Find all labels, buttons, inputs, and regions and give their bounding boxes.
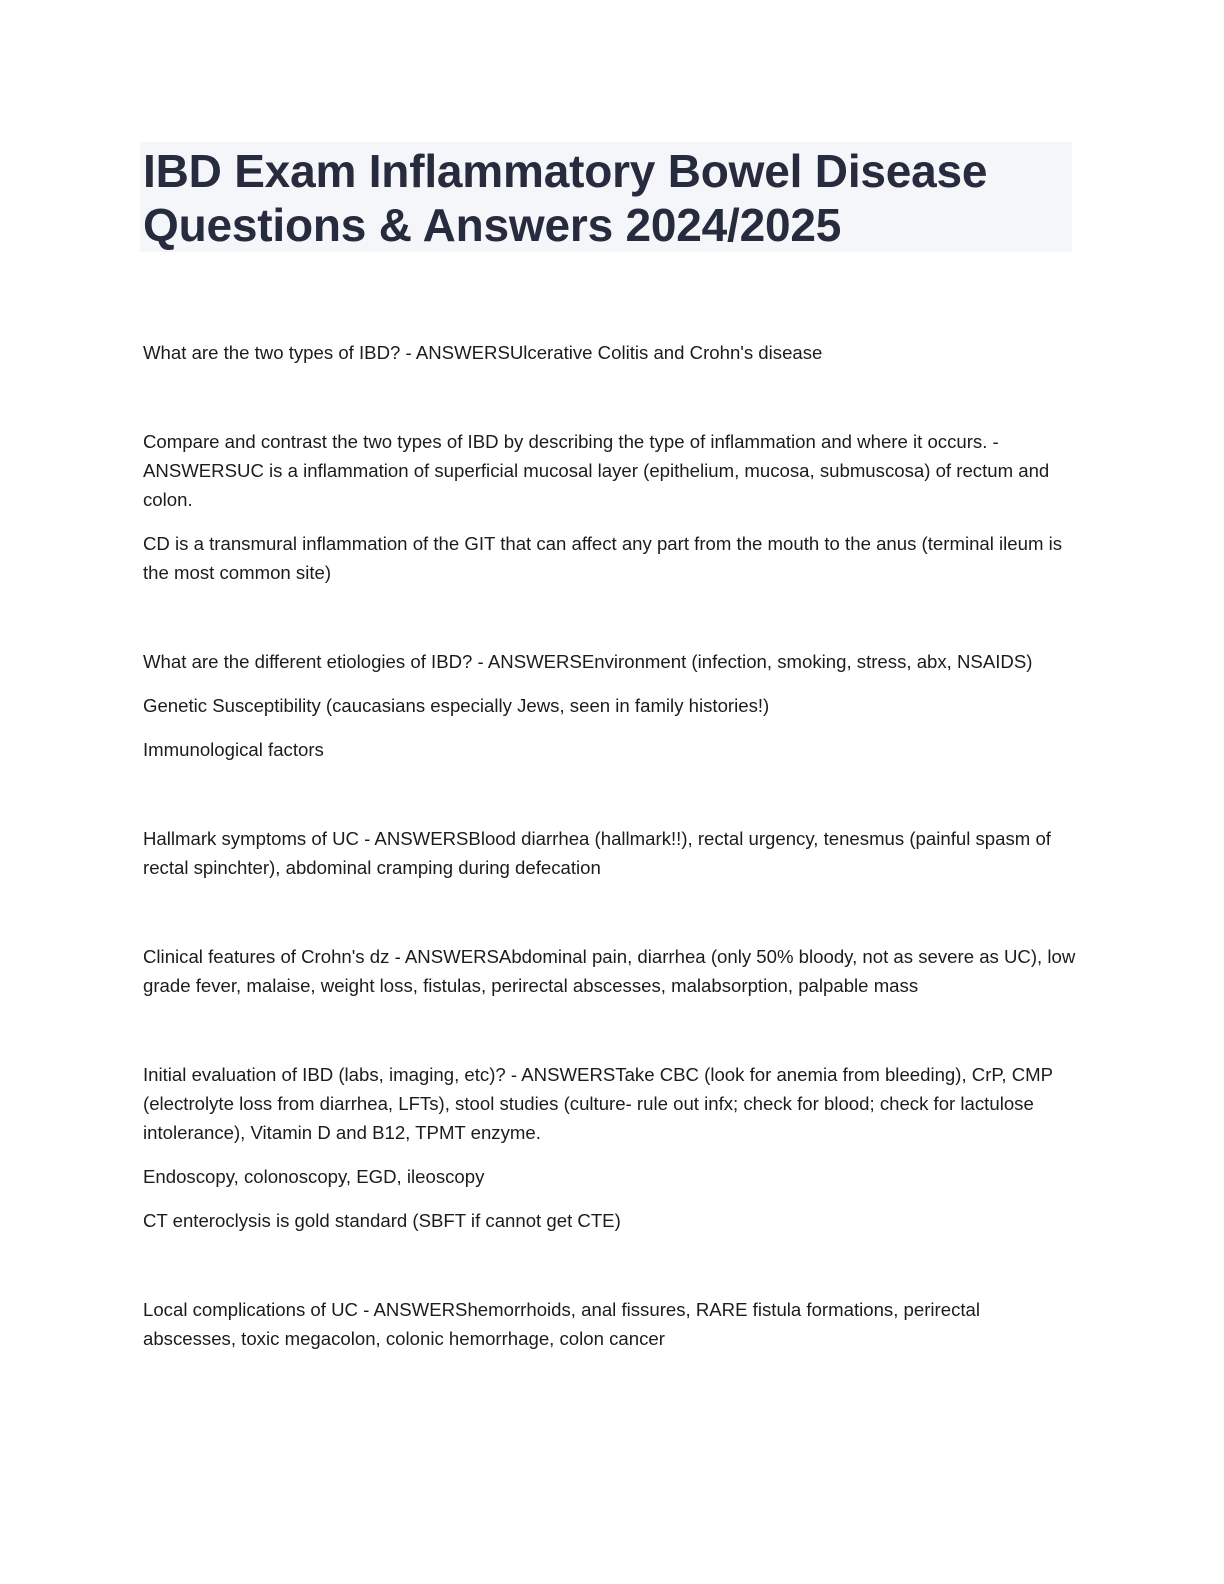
qa-paragraph: What are the two types of IBD? - ANSWERSUlcerative Colitis and Crohn's disease — [143, 342, 823, 363]
qa-paragraph: Immunological factors — [143, 739, 324, 760]
qa-paragraph: Hallmark symptoms of UC - ANSWERSBlood diarrhea (hallmark!!), rectal urgency, tenesmus (painful spasm of rectal spinchter), abdominal cramping during defecation — [143, 828, 1051, 878]
document-title — [143, 144, 1072, 252]
qa-paragraph: What are the different etiologies of IBD? - ANSWERSEnvironment (infection, smoking, stress, abx, NSAIDS) — [143, 651, 1033, 672]
qa-item — [143, 338, 1078, 367]
qa-item — [143, 427, 1078, 587]
qa-paragraph: Local complications of UC - ANSWERShemorrhoids, anal fissures, RARE fistula formations, perirectal abscesses, toxic megacolon, colonic hemorrhage, colon cancer — [143, 1299, 981, 1349]
qa-item — [143, 1295, 1078, 1353]
qa-paragraph: Genetic Susceptibility (caucasians especially Jews, seen in family histories!) — [143, 695, 770, 716]
qa-item — [143, 824, 1078, 882]
qa-item — [143, 1060, 1078, 1235]
qa-paragraph: Initial evaluation of IBD (labs, imaging, etc)? - ANSWERSTake CBC (look for anemia from bleeding), CrP, CMP (electrolyte loss from diarrhea, LFTs), stool studies (culture- rule out infx; check for blood; check for lactulose intolerance), Vitamin D and B12, TPMT enzyme. — [143, 1064, 1053, 1143]
qa-paragraph: Endoscopy, colonoscopy, EGD, ileoscopy — [143, 1166, 485, 1187]
title-line-1: IBD Exam Inflammatory Bowel Disease — [143, 145, 988, 197]
qa-item — [143, 942, 1078, 1000]
title-block — [140, 142, 1072, 252]
qa-list — [143, 338, 1078, 1413]
qa-paragraph: CT enteroclysis is gold standard (SBFT if cannot get CTE) — [143, 1210, 621, 1231]
qa-item — [143, 647, 1078, 764]
qa-paragraph: Compare and contrast the two types of IBD by describing the type of inflammation and where it occurs. - ANSWERSUC is a inflammation of superficial mucosal layer (epithelium, mucosa, submuscosa) of rectum and colon. — [143, 431, 1050, 510]
title-line-2: Questions & Answers 2024/2025 — [143, 199, 842, 251]
qa-paragraph: CD is a transmural inflammation of the GIT that can affect any part from the mouth to the anus (terminal ileum is the most common site) — [143, 533, 1063, 583]
qa-paragraph: Clinical features of Crohn's dz - ANSWERSAbdominal pain, diarrhea (only 50% bloody, not as severe as UC), low grade fever, malaise, weight loss, fistulas, perirectal abscesses, malabsorption, palpable mass — [143, 946, 1076, 996]
